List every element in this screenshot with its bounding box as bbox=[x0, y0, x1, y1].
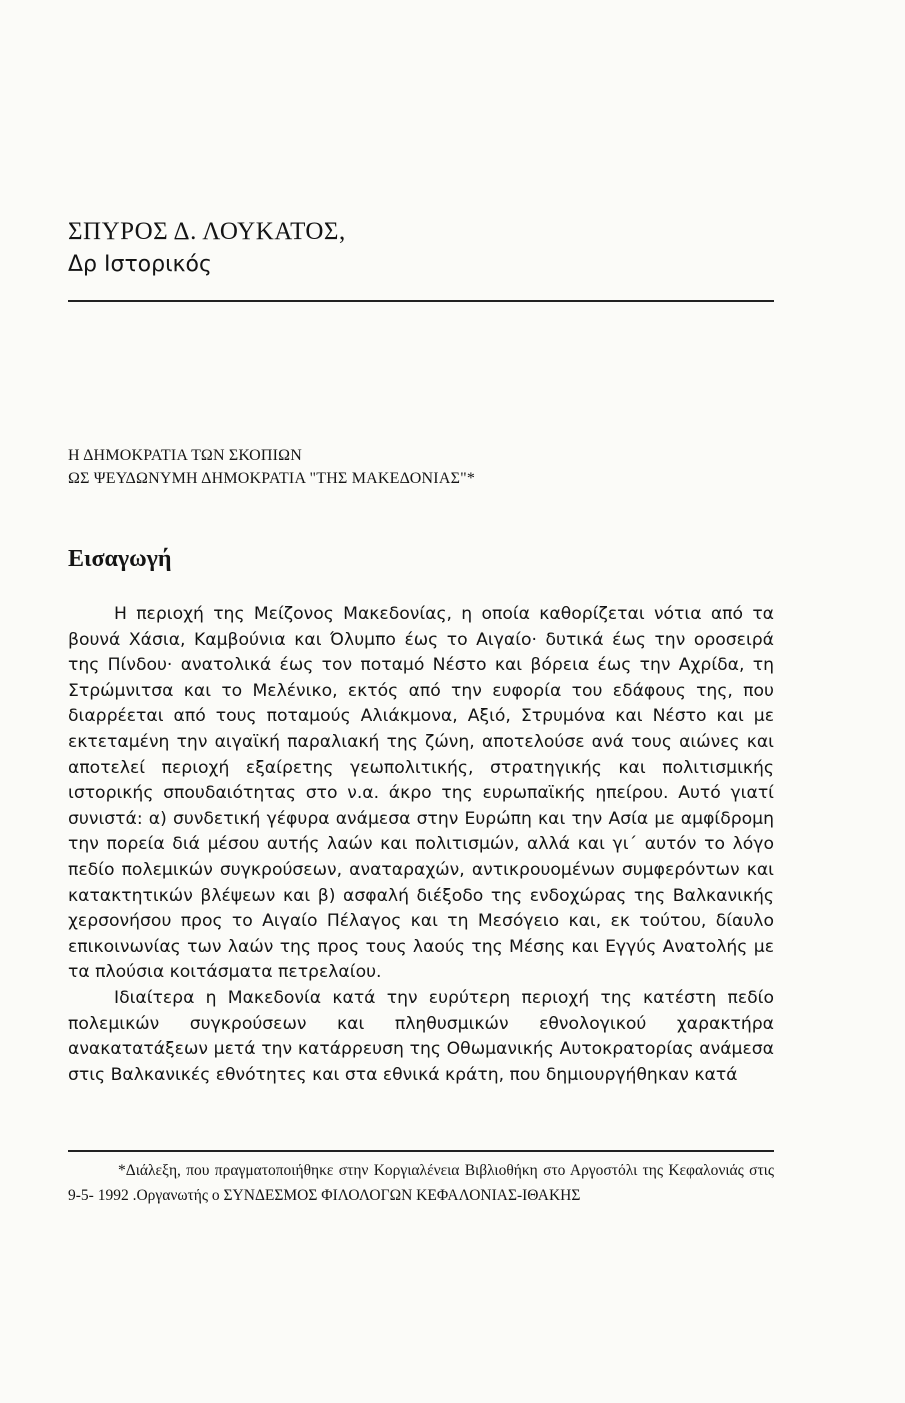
article-title-line-2: ΩΣ ΨΕΥΔΩΝΥΜΗ ΔΗΜΟΚΡΑΤΙΑ "ΤΗΣ ΜΑΚΕΔΟΝΙΑΣ"* bbox=[68, 470, 476, 487]
article-title bbox=[68, 444, 774, 490]
author-name: ΣΠΥΡΟΣ Δ. ΛΟΥΚΑΤΟΣ, bbox=[68, 218, 346, 245]
article-title-line-1: Η ΔΗΜΟΚΡΑΤΙΑ ΤΩΝ ΣΚΟΠΙΩΝ bbox=[68, 447, 302, 464]
footnote bbox=[68, 1158, 774, 1208]
body-text bbox=[68, 602, 774, 1088]
section-heading: Εισαγωγή bbox=[68, 546, 172, 572]
footnote-divider bbox=[68, 1150, 774, 1152]
footnote-text: *Διάλεξη, που πραγματοποιήθηκε στην Κοργιαλένεια Βιβλιοθήκη στο Αργοστόλι της Κεφαλονιάς στις 9-5- 1992 .Οργανωτής ο ΣΥΝΔΕΣΜΟΣ ΦΙΛΟΛΟΓΩΝ ΚΕΦΑΛΟΝΙΑΣ-ΙΘΑΚΗΣ bbox=[68, 1162, 774, 1204]
body-paragraph-1: Η περιοχή της Μείζονος Μακεδονίας, η οποία καθορίζεται νότια από τα βουνά Χάσια, Καμβούνια και Όλυμπο έως το Αιγαίο· δυτικά έως την οροσειρά της Πίνδου· ανατολικά έως τον ποταμό Νέστο και βόρεια έως την Αχρίδα, τη Στρώμνιτσα και το Μελένικο, εκτός από την ευφορία του εδάφους της, που διαρρέεται από τους ποταμούς Αλιάκμονα, Αξιό, Στρυμόνα και Νέστο και με εκτεταμένη την αιγαϊκή παραλιακή της ζώνη, αποτελούσε ανά τους αιώνες και αποτελεί περιοχή εξαίρετης γεωπολιτικής, στρατηγικής και πολιτισμικής ιστορικής σπουδαιότητας στο ν.α. άκρο της ευρωπαϊκής ηπείρου. Αυτό γιατί συνιστά: α) συνδετική γέφυρα ανάμεσα στην Ευρώπη και την Ασία με αμφίδρομη την πορεία διά μέσου αυτής λαών και πολιτισμών, αλλά και γι΄ αυτόν το λόγο πεδίο πολεμικών συγκρούσεων, αναταραχών, αντικρουομένων συμφερόντων και κατακτητικών βλέψεων και β) ασφαλή διέξοδο της ενδοχώρας της Βαλκανικής χερσονήσου προς το Αιγαίο Πέλαγος και τη Μεσόγειο και, εκ τούτου, δίαυλο επικοινωνίας των λαών της προς τους λαούς της Μέσης και Εγγύς Ανατολής με τα πλούσια κοιτάσματα πετρελαίου. bbox=[68, 604, 774, 983]
header-divider bbox=[68, 300, 774, 302]
body-paragraph-2: Ιδιαίτερα η Μακεδονία κατά την ευρύτερη περιοχή της κατέστη πεδίο πολεμικών συγκρούσεων και πληθυσμικών εθνολογικού χαρακτήρα ανακατατάξεων μετά την κατάρρευση της Οθωμανικής Αυτοκρατορίας ανάμεσα στις Βαλκανικές εθνότητες και στα εθνικά κράτη, που δημιουργήθηκαν κατά bbox=[68, 987, 774, 1085]
author-title: Δρ Ιστορικός bbox=[68, 252, 212, 277]
